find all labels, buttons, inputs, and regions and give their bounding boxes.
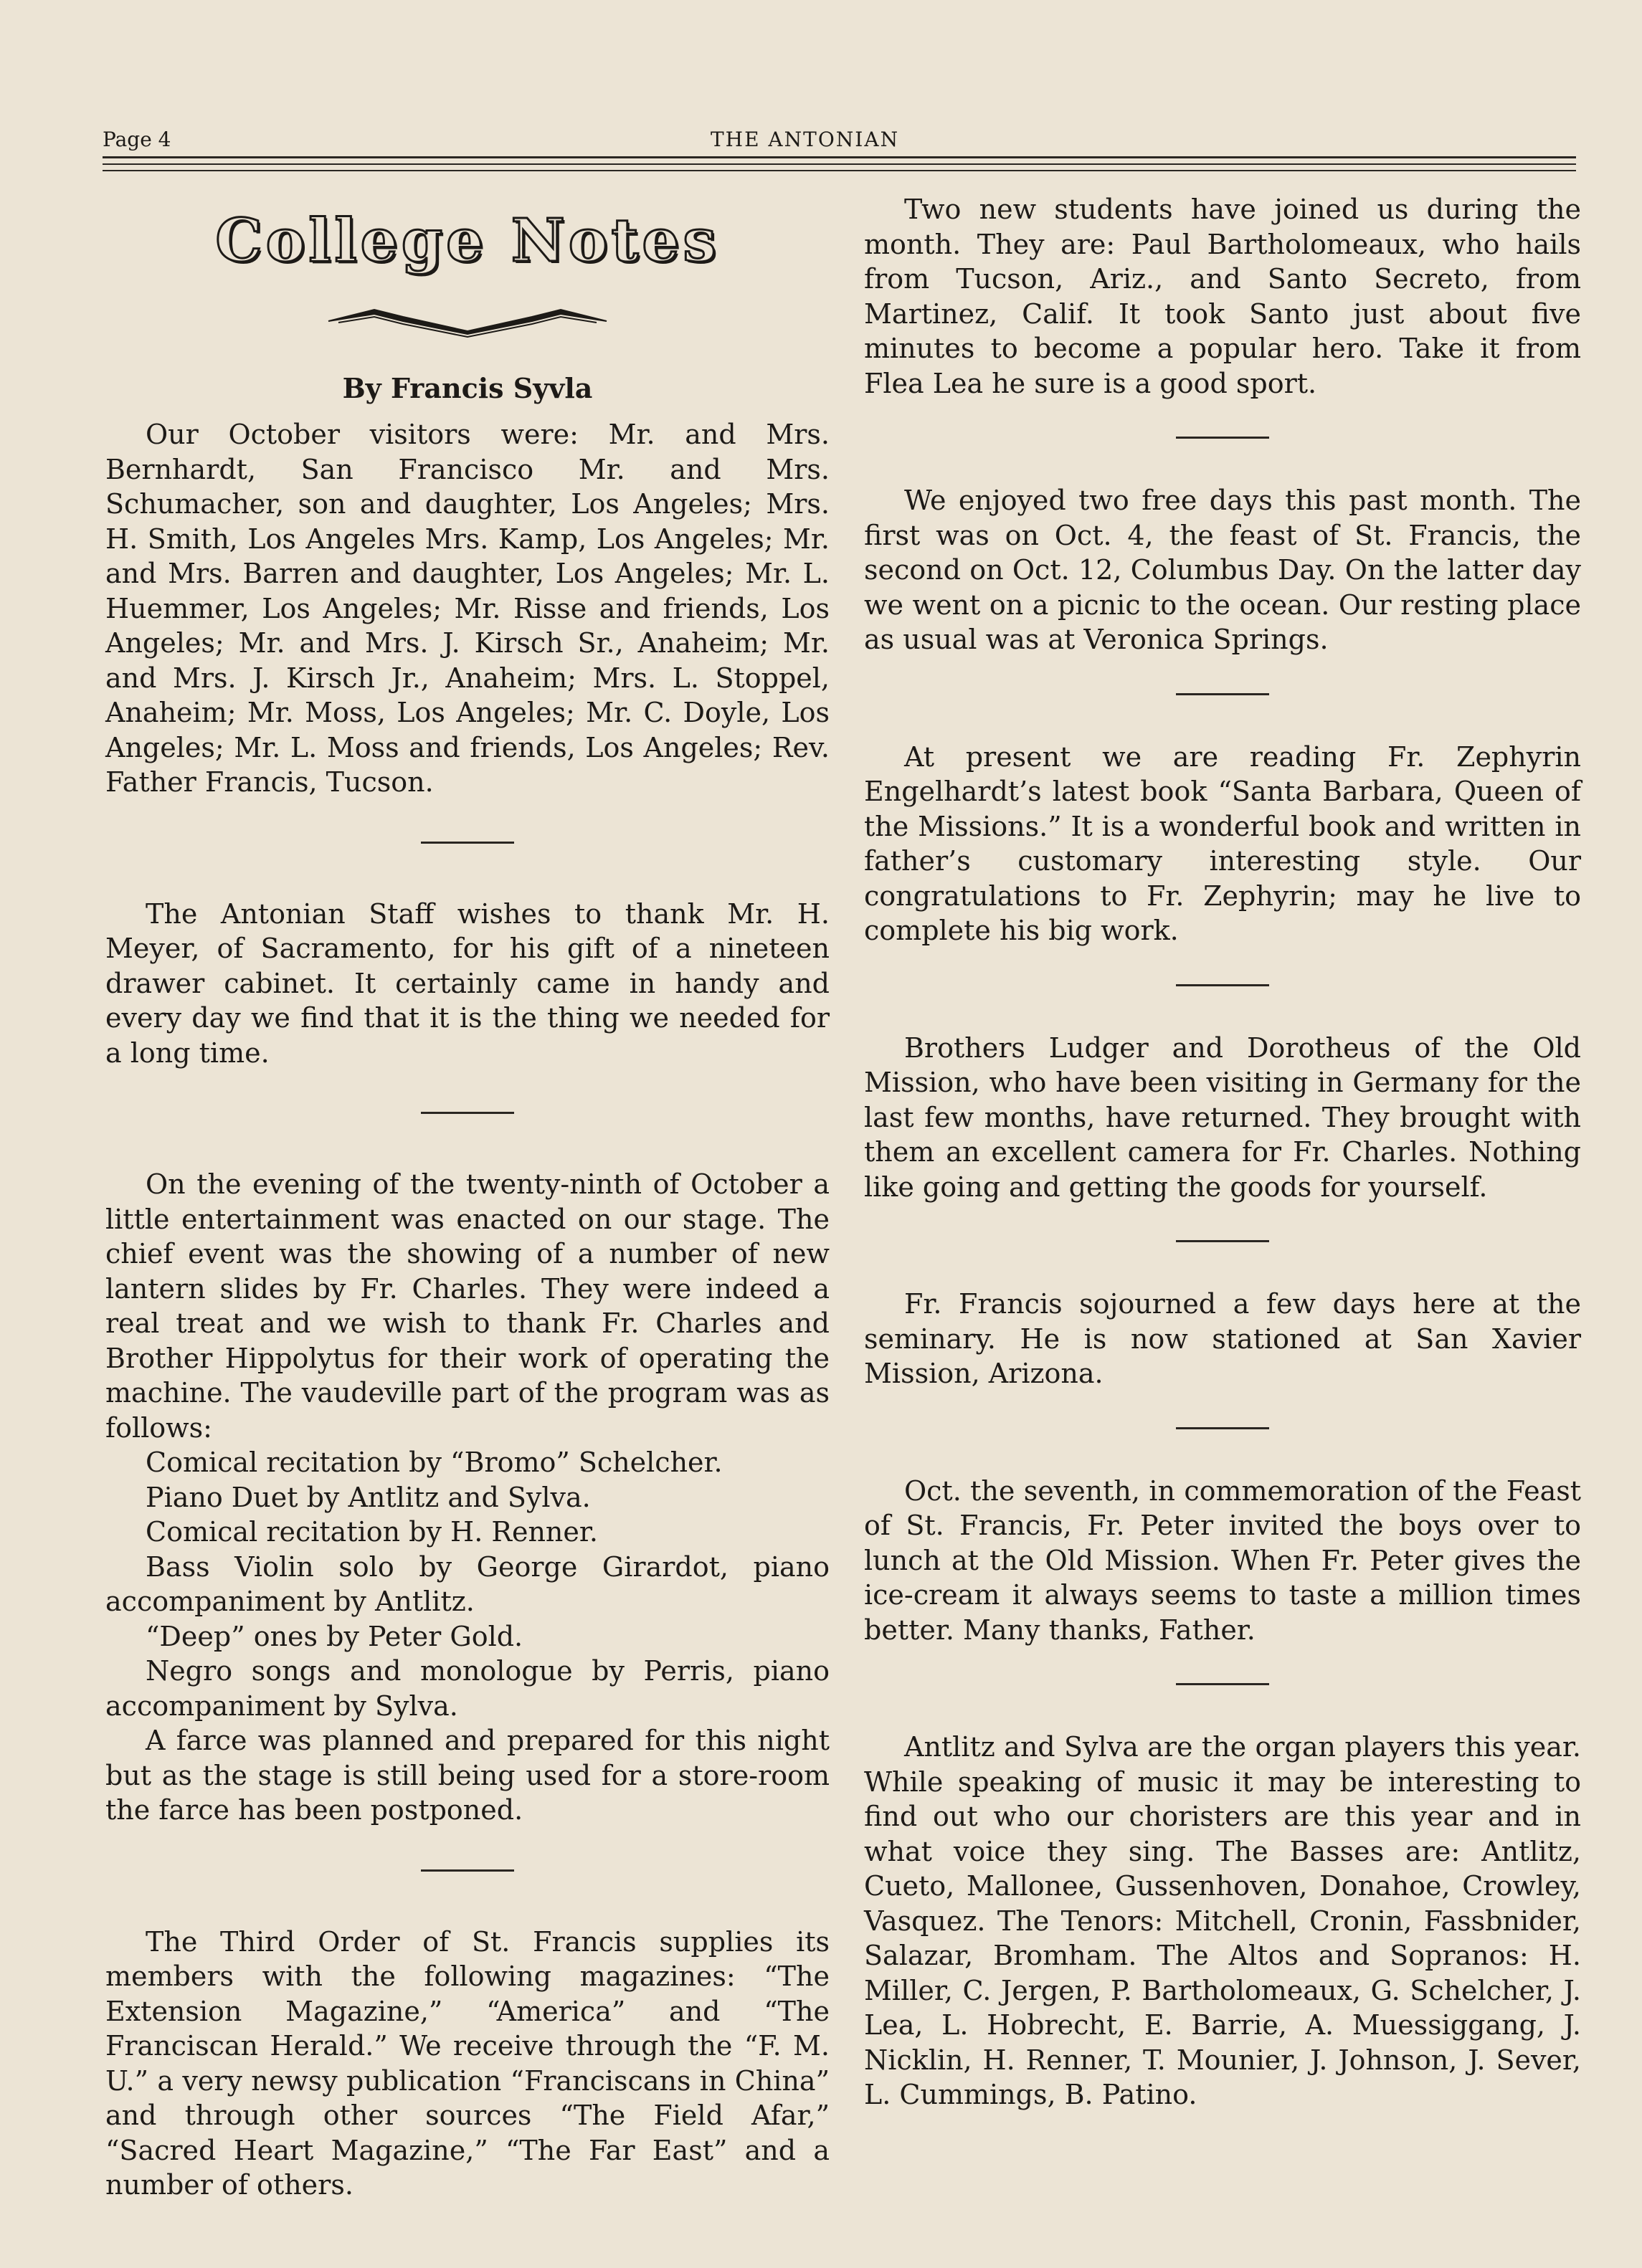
section-title: College Notes [215,206,720,275]
magazines-paragraph: The Third Order of St. Francis supplies its members with the following magazines: “The Extension Magazine,” “America” and “The Franciscan Herald.” We receive through the “F. M. U.” a very newsy publication “Franciscans in China” and through other sources “The Field Afar,” “Sacred Heart Magazine,” “The Far East” and a number of others. [105,1925,830,2201]
program-item: Comical recitation by H. Renner. [146,1516,598,1548]
program-item: Negro songs and monologue by Perris, piano accompaniment by Sylva. [105,1655,830,1722]
separator-rule [421,1112,514,1114]
separator-rule [1176,1240,1269,1242]
new-students-paragraph: Two new students have joined us during the month. They are: Paul Bartholomeaux, who hails from Tucson, Ariz., and Santo Secreto, from Martinez, Calif. It took Santo just about five minutes to become a popular hero. Take it from Flea Lea he sure is a good sport. [864,194,1581,399]
header-rules [103,156,1576,171]
left-column [105,192,830,2203]
page-header [103,128,1576,156]
separator-rule [421,842,514,844]
program-item: Bass Violin solo by George Girardot, piano accompaniment by Antlitz. [105,1550,830,1617]
page-number: Page 4 [103,128,171,151]
byline: By Francis Syvla [342,372,593,404]
visitors-paragraph: Our October visitors were: Mr. and Mrs. Bernhardt, San Francisco Mr. and Mrs. Schumacher, son and daughter, Los Angeles; Mrs. H. Smith, Los Angeles Mrs. Kamp, Los Angeles; Mr. and Mrs. Barren and daughter, Los Angeles; Mr. L. Huemmer, Los Angeles; Mr. Risse and friends, Los Angeles; Mr. and Mrs. J. Kirsch Sr., Anaheim; Mr. and Mrs. J. Kirsch Jr., Anaheim; Mrs. L. Stoppel, Anaheim; Mr. Moss, Los Angeles; Mr. C. Doyle, Los Angeles; Mr. L. Moss and friends, Los Angeles; Rev. Father Francis, Tucson. [105,419,830,798]
program-item: Piano Duet by Antlitz and Sylva. [146,1481,591,1513]
separator-rule [421,1869,514,1872]
program-item: Comical recitation by “Bromo” Schelcher. [146,1447,723,1478]
separator-rule [1176,437,1269,439]
feast-lunch-paragraph: Oct. the seventh, in commemoration of the Feast of St. Francis, Fr. Peter invited the boys over to lunch at the Old Mission. When Fr. Peter gives the ice-cream it always seems to taste a million times better. Many thanks, Father. [864,1474,1581,1646]
cabinet-paragraph: The Antonian Staff wishes to thank Mr. H. Meyer, of Sacramento, for his gift of a nineteen drawer cabinet. It certainly came in handy and every day we find that it is the thing we needed for a long time. [105,897,830,1069]
program-item: “Deep” ones by Peter Gold. [146,1620,523,1652]
brothers-paragraph: Brothers Ludger and Dorotheus of the Old Mission, who have been visiting in Germany for the last few months, have returned. They brought with them an excellent camera for Fr. Charles. Nothing like going and getting the goods for yourself. [864,1031,1581,1203]
publication-title: THE ANTONIAN [711,128,900,151]
separator-rule [1176,693,1269,695]
free-days-paragraph: We enjoyed two free days this past month. The first was on Oct. 4, the feast of St. Francis, the second on Oct. 12, Columbus Day. On the latter day we went on a picnic to the ocean. Our resting place as usual was at Veronica Springs. [864,485,1581,655]
choristers-paragraph: Antlitz and Sylva are the organ players this year. While speaking of music it may be interesting to find out who our choristers are this year and in what voice they sing. The Basses are: Antlitz, Cueto, Mallonee, Gussenhoven, Donahoe, Crowley, Vasquez. The Tenors: Mitchell, Cronin, Fassbnider, Salazar, Bromham. The Altos and Sopranos: H. Miller, C. Jergen, P. Bartholomeaux, G. Schelcher, J. Lea, L. Hobrecht, E. Barrie, A. Muessiggang, J. Nicklin, H. Renner, T. Mounier, J. Johnson, J. Sever, L. Cummings, B. Patino. [864,1731,1581,2110]
book-paragraph: At present we are reading Fr. Zephyrin Engelhardt’s latest book “Santa Barbara, Queen of the Missions.” It is a wonderful book and written in father’s customary interesting style. Our congratulations to Fr. Zephyrin; may he live to complete his big work. [864,740,1581,946]
separator-rule [1176,984,1269,986]
right-column [864,192,1581,2112]
entertainment-paragraph: On the evening of the twenty-ninth of October a little entertainment was enacted on our stage. The chief event was the showing of a number of new lantern slides by Fr. Charles. They were indeed a real treat and we wish to thank Fr. Charles and Brother Hippolytus for their work of operating the machine. The vaudeville part of the program was as follows: [105,1168,830,1444]
separator-rule [1176,1427,1269,1429]
separator-rule [1176,1683,1269,1685]
ornament-flourish-icon [324,302,611,340]
program-item: A farce was planned and prepared for this night but as the stage is still being used for a store-room the farce has been postponed. [105,1725,830,1826]
fr-francis-paragraph: Fr. Francis sojourned a few days here at the seminary. He is now stationed at San Xavier Mission, Arizona. [864,1288,1581,1389]
